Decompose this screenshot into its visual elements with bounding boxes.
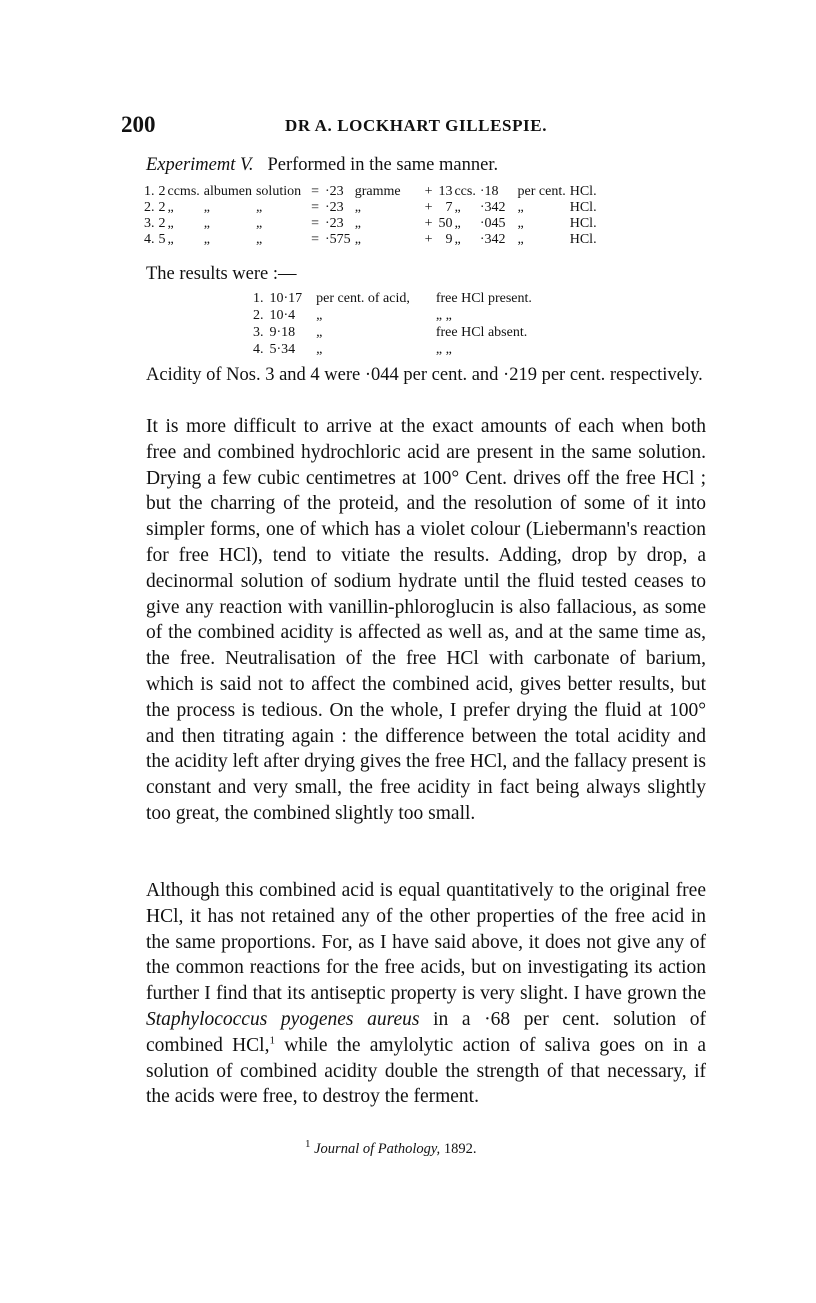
result-cell-pct: „ bbox=[316, 342, 323, 357]
experiment-cell-no: 1. bbox=[144, 184, 155, 199]
experiment-cell-acid-conc: ·342 bbox=[479, 232, 506, 247]
experiment-cell-sol2: „ bbox=[255, 216, 263, 231]
result-cell-value: 9·18 bbox=[269, 325, 296, 340]
experiment-cell-plus: + bbox=[424, 216, 433, 231]
experiment-cell-acid-vol: 7 bbox=[445, 200, 453, 215]
experiment-cell-plus: + bbox=[424, 232, 433, 247]
experiment-cell-acid-unit: „ bbox=[454, 216, 461, 231]
experiment-cell-amount-unit: gramme bbox=[354, 184, 401, 199]
paragraph-1: It is more difficult to arrive at the exact amounts of each when both free and combined hydrochloric acid are present in the same solution. Drying a few cubic centimetres at 100° Cent. drives off the free HCl ; but the charring of the proteid, and the resolution of some of it into simpler forms, one of which has a violet colour (Liebermann's reaction for free HCl), tend to vitiate the results. Adding, drop by drop, a decinormal solution of sodium hydrate until the fluid tested ceases to give any reaction with vanillin-phloroglucin is also fallacious, as some of the combined acidity is affected as well as, and at the same time as, the free. Neutralisation of the free HCl with carbonate of barium, which is said not to affect the combined acid, gives better results, but the process is tedious. On the whole, I prefer drying the fluid at 100° and then titrating again : the difference between the total acidity and the acidity left after drying gives the free HCl, and the fallacy present is constant and very small, the free acidity in fact being always slightly too great, the combined slightly too small. bbox=[146, 416, 706, 824]
experiment-cell-eq: = bbox=[311, 200, 320, 215]
experiment-cell-eq: = bbox=[311, 184, 320, 199]
experiment-heading bbox=[146, 155, 498, 176]
experiment-cell-pct: „ bbox=[517, 200, 524, 215]
experiment-cell-acid: HCl. bbox=[569, 184, 597, 199]
experiment-cell-acid: HCl. bbox=[569, 216, 597, 231]
experiment-cell-eq: = bbox=[311, 232, 320, 247]
result-cell-value: 5·34 bbox=[269, 342, 296, 357]
experiment-cell-eq: = bbox=[311, 216, 320, 231]
experiment-cell-amount-unit: „ bbox=[354, 216, 361, 231]
result-row bbox=[253, 307, 538, 324]
experiment-cell-acid-conc: ·045 bbox=[479, 216, 506, 231]
result-cell-status: free HCl present. bbox=[435, 291, 532, 306]
result-row bbox=[253, 341, 538, 358]
experiment-row bbox=[144, 184, 601, 200]
result-cell-no: 4. bbox=[253, 342, 264, 357]
experiment-cell-acid-vol: 9 bbox=[445, 232, 453, 247]
result-cell-status: „ „ bbox=[435, 342, 452, 357]
footnote-reference: 1 bbox=[269, 1034, 275, 1047]
experiment-cell-plus: + bbox=[424, 200, 433, 215]
page-number: 200 bbox=[121, 112, 156, 137]
experiment-cell-amount-unit: „ bbox=[354, 232, 361, 247]
running-head: DR A. LOCKHART GILLESPIE. bbox=[285, 116, 548, 135]
result-cell-value: 10·4 bbox=[269, 308, 296, 323]
experiment-cell-vol: 5 bbox=[158, 232, 166, 247]
experiment-cell-amount: ·23 bbox=[325, 200, 344, 215]
experiment-cell-vol: 2 bbox=[158, 184, 166, 199]
experiment-cell-sol2: „ bbox=[255, 200, 263, 215]
experiment-row bbox=[144, 216, 601, 232]
results-table bbox=[253, 290, 538, 358]
paragraph-2-start: Although this combined acid is equal quantitatively to the original free HCl, it has not retained any of the other properties of the free acid in the same proportions. For, as I have said above, it does not give any of the common reactions for the free acids, but on investigating its action further I find that its antiseptic property is very slight. I have grown the bbox=[146, 880, 706, 1005]
experiment-cell-amount: ·23 bbox=[325, 184, 344, 199]
footnote-source: Journal of Pathology, bbox=[314, 1141, 441, 1157]
acidity-note: Acidity of Nos. 3 and 4 were ·044 per cent. and ·219 per cent. respectively. bbox=[146, 365, 703, 385]
experiment-cell-vol: 2 bbox=[158, 200, 166, 215]
result-cell-pct: „ bbox=[316, 325, 323, 340]
experiment-cell-amount-unit: „ bbox=[354, 200, 361, 215]
experiment-cell-no: 3. bbox=[144, 216, 155, 231]
experiment-cell-acid-conc: ·18 bbox=[479, 184, 499, 199]
result-cell-no: 2. bbox=[253, 308, 264, 323]
footnote-mark: 1 bbox=[305, 1138, 311, 1151]
experiment-cell-plus: + bbox=[424, 184, 433, 199]
footnote-year: 1892. bbox=[443, 1141, 477, 1157]
experiment-cell-amount: ·575 bbox=[325, 232, 351, 247]
experiment-cell-pct: „ bbox=[517, 216, 524, 231]
organism-name: Staphylococcus pyogenes aureus bbox=[146, 1008, 420, 1030]
experiment-cell-unit: „ bbox=[167, 216, 174, 231]
experiment-cell-vol: 2 bbox=[158, 216, 166, 231]
results-intro: The results were :— bbox=[146, 264, 297, 284]
paragraph-2-mid: in a ·68 per cent. solution of combined HCl, bbox=[146, 1008, 706, 1056]
result-cell-pct: „ bbox=[316, 308, 323, 323]
experiment-cell-sol2: „ bbox=[255, 232, 263, 247]
result-cell-status: free HCl absent. bbox=[435, 325, 528, 340]
experiment-cell-acid: HCl. bbox=[569, 200, 597, 215]
paragraph-2-end: while the amylolytic action of saliva goes on in a solution of combined acidity double the strength of that necessary, if the acids were free, to destroy the ferment. bbox=[146, 1034, 706, 1108]
experiment-cell-solution: „ bbox=[203, 200, 210, 215]
experiment-cell-solution: albumen bbox=[203, 184, 252, 199]
paragraph-2 bbox=[146, 878, 706, 1110]
experiment-cell-unit: „ bbox=[167, 200, 174, 215]
experiment-cell-pct: „ bbox=[517, 232, 524, 247]
footnote bbox=[305, 1138, 477, 1158]
experiment-cell-sol2: solution bbox=[255, 184, 302, 199]
result-cell-no: 1. bbox=[253, 291, 264, 306]
experiment-cell-amount: ·23 bbox=[325, 216, 344, 231]
result-row bbox=[253, 324, 538, 341]
experiment-cell-no: 4. bbox=[144, 232, 155, 247]
experiment-cell-unit: „ bbox=[167, 232, 174, 247]
experiment-table bbox=[144, 184, 601, 248]
experiment-cell-acid-unit: „ bbox=[454, 200, 461, 215]
experiment-cell-acid-conc: ·342 bbox=[479, 200, 506, 215]
result-cell-pct: per cent. of acid, bbox=[316, 291, 410, 306]
experiment-description: Performed in the same manner. bbox=[267, 155, 499, 175]
experiment-cell-no: 2. bbox=[144, 200, 155, 215]
experiment-cell-unit: ccms. bbox=[167, 184, 200, 199]
experiment-row bbox=[144, 232, 601, 248]
experiment-cell-solution: „ bbox=[203, 232, 210, 247]
experiment-cell-acid-unit: ccs. bbox=[454, 184, 476, 199]
experiment-row bbox=[144, 200, 601, 216]
experiment-cell-acid-vol: 13 bbox=[438, 184, 453, 199]
result-cell-value: 10·17 bbox=[269, 291, 303, 306]
experiment-cell-acid: HCl. bbox=[569, 232, 597, 247]
experiment-cell-solution: „ bbox=[203, 216, 210, 231]
experiment-label: Experimemt V. bbox=[146, 155, 254, 175]
experiment-cell-acid-vol: 50 bbox=[438, 216, 453, 231]
result-cell-no: 3. bbox=[253, 325, 264, 340]
result-cell-status: „ „ bbox=[435, 308, 452, 323]
experiment-cell-acid-unit: „ bbox=[454, 232, 461, 247]
result-row bbox=[253, 290, 538, 307]
experiment-cell-pct: per cent. bbox=[517, 184, 566, 199]
